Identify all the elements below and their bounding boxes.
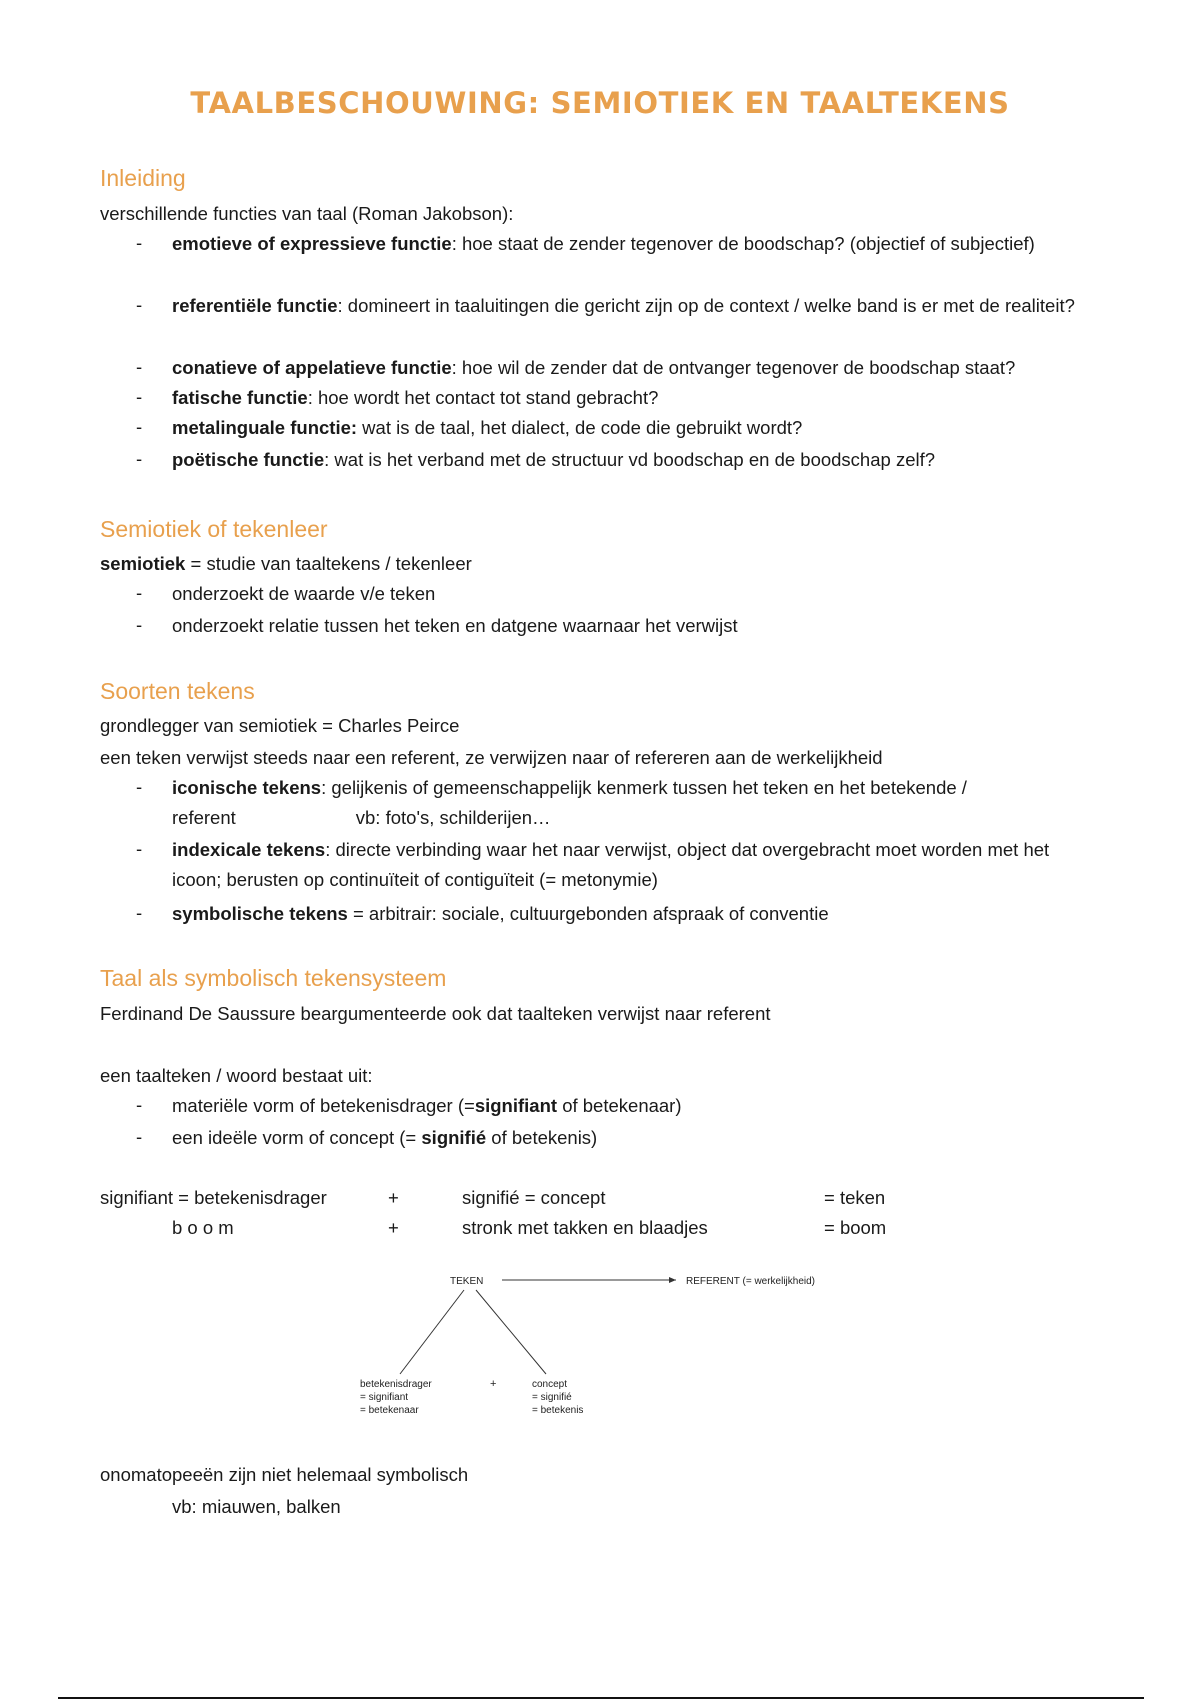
list-item-waarde: onderzoekt de waarde v/e teken [172,583,436,604]
page-divider [58,1697,1144,1699]
taal-line1: Ferdinand De Saussure beargumenteerde ook dat taalteken verwijst naar referent [100,1003,771,1024]
table-cell: + [388,1187,399,1208]
heading-soorten: Soorten tekens [100,678,255,704]
bullet: - [136,294,143,315]
list-item-symbolische: symbolische tekens = arbitrair: sociale, cultuurgebonden afspraak of conventie [172,903,829,924]
bullet: - [136,232,143,253]
list-item-iconische: iconische tekens: gelijkenis of gemeenschappelijk kenmerk tussen het teken en het betekende / referent vb: foto's, schilderijen… [172,777,967,828]
table-cell: = teken [824,1187,886,1208]
heading-inleiding: Inleiding [100,165,186,191]
bullet: - [136,776,143,797]
bullet: - [136,356,143,377]
diagram-right-3: = betekenis [532,1405,584,1416]
list-item-signifie: een ideële vorm of concept (= signifié of betekenis) [172,1127,598,1148]
list-item-signifiant: materiële vorm of betekenisdrager (=signifiant of betekenaar) [172,1095,682,1116]
diagram-referent: REFERENT (= werkelijkheid) [686,1276,816,1287]
diagram-teken: TEKEN [450,1276,484,1287]
diagram-left-2: = signifiant [360,1392,409,1403]
taal-line2: een taalteken / woord bestaat uit: [100,1065,373,1086]
table-cell: b o o m [172,1217,234,1238]
bullet: - [136,386,143,407]
table-cell: signifié = concept [462,1187,606,1208]
table-cell: signifiant = betekenisdrager [100,1187,327,1208]
soorten-line2: een teken verwijst steeds naar een referent, ze verwijzen naar of refereren aan de werkelijkheid [100,747,883,768]
list-item-metalinguale: metalinguale functie: wat is de taal, het dialect, de code die gebruikt wordt? [172,417,803,438]
list-item-indexicale: indexicale tekens: directe verbinding waar het naar verwijst, object dat overgebracht moet worden met het icoon; berusten op continuïteit of contiguïteit (= metonymie) [172,839,1050,890]
diagram-left-1: betekenisdrager [360,1379,432,1390]
heading-taal: Taal als symbolisch tekensysteem [100,965,447,991]
outro-line: onomatopeeën zijn niet helemaal symbolisch [100,1464,469,1485]
bullet: - [136,902,143,923]
diagram-plus: + [490,1378,497,1390]
semiotiek-definition: semiotiek = studie van taaltekens / tekenleer [100,553,472,574]
diagram-line-right [476,1290,546,1374]
inleiding-intro: verschillende functies van taal (Roman Jakobson): [100,203,514,224]
diagram-left-3: = betekenaar [360,1405,419,1416]
list-item-poetische: poëtische functie: wat is het verband met de structuur vd boodschap en de boodschap zelf? [172,449,936,470]
outro-example: vb: miauwen, balken [172,1496,341,1517]
diagram-right-2: = signifié [532,1392,572,1403]
diagram-right-1: concept [532,1379,568,1390]
bullet: - [136,614,143,635]
diagram-line-left [400,1290,464,1374]
list-item-fatische: fatische functie: hoe wordt het contact tot stand gebracht? [172,387,659,408]
bullet: - [136,448,143,469]
list-item-conatieve: conatieve of appelatieve functie: hoe wil de zender dat de ontvanger tegenover de boodschap staat? [172,357,1016,378]
list-item-relatie: onderzoekt relatie tussen het teken en datgene waarnaar het verwijst [172,615,738,636]
heading-semiotiek: Semiotiek of tekenleer [100,516,328,542]
table-cell: + [388,1217,399,1238]
soorten-line1: grondlegger van semiotiek = Charles Peirce [100,715,460,736]
list-item-emotieve: emotieve of expressieve functie: hoe staat de zender tegenover de boodschap? (objectief of subjectief) [172,233,1035,254]
table-cell: stronk met takken en blaadjes [462,1217,708,1238]
sign-diagram [340,1262,860,1432]
bullet: - [136,1126,143,1147]
list-item-referentiele: referentiële functie: domineert in taaluitingen die gericht zijn op de context / welke band is er met de realiteit? [172,295,1075,316]
bullet: - [136,838,143,859]
table-cell: = boom [824,1217,887,1238]
bullet: - [136,1094,143,1115]
page-title: TAALBESCHOUWING: SEMIOTIEK EN TAALTEKENS [190,86,1010,120]
bullet: - [136,582,143,603]
bullet: - [136,416,143,437]
